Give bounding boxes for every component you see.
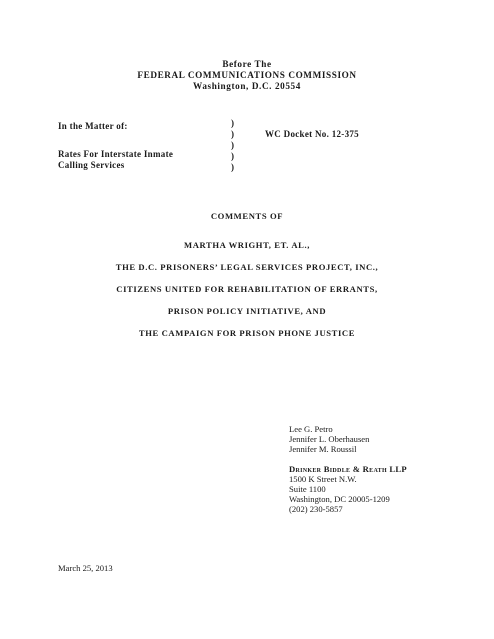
comments-title: COMMENTS OF <box>210 211 284 221</box>
caption-paren: ) <box>231 140 234 150</box>
party-1: MARTHA WRIGHT, ET. AL., <box>184 240 310 250</box>
filing-date: March 25, 2013 <box>58 563 113 573</box>
party-3: CITIZENS UNITED FOR REHABILITATION OF ERRANTS, <box>116 284 378 294</box>
caption-paren: ) <box>231 129 234 139</box>
party-4: PRISON POLICY INITIATIVE, AND <box>167 306 327 316</box>
header-before-the: Before The <box>222 59 272 69</box>
attorney-name: Jennifer L. Oberhausen <box>289 434 370 444</box>
caption-paren: ) <box>231 162 234 172</box>
party-2: THE D.C. PRISONERS’ LEGAL SERVICES PROJECT, INC., <box>115 262 379 272</box>
phone-number: (202) 230-5857 <box>289 504 343 514</box>
attorney-name: Jennifer M. Roussil <box>289 444 357 454</box>
address-line: 1500 K Street N.W. <box>289 474 357 484</box>
address-line: Suite 1100 <box>289 484 326 494</box>
caption-paren: ) <box>231 151 234 161</box>
law-firm-name: Drinker Biddle & Reath LLP <box>289 464 407 474</box>
matter-label: In the Matter of: <box>58 121 128 131</box>
attorney-name: Lee G. Petro <box>289 424 333 434</box>
header-commission: FEDERAL COMMUNICATIONS COMMISSION <box>137 70 357 80</box>
party-5: THE CAMPAIGN FOR PRISON PHONE JUSTICE <box>138 328 356 338</box>
rates-line-1: Rates For Interstate Inmate <box>58 149 174 159</box>
address-line: Washington, DC 20005-1209 <box>289 494 390 504</box>
caption-paren: ) <box>231 118 234 128</box>
header-location: Washington, D.C. 20554 <box>193 81 301 91</box>
rates-line-2: Calling Services <box>58 160 125 170</box>
docket-number: WC Docket No. 12-375 <box>265 129 359 139</box>
